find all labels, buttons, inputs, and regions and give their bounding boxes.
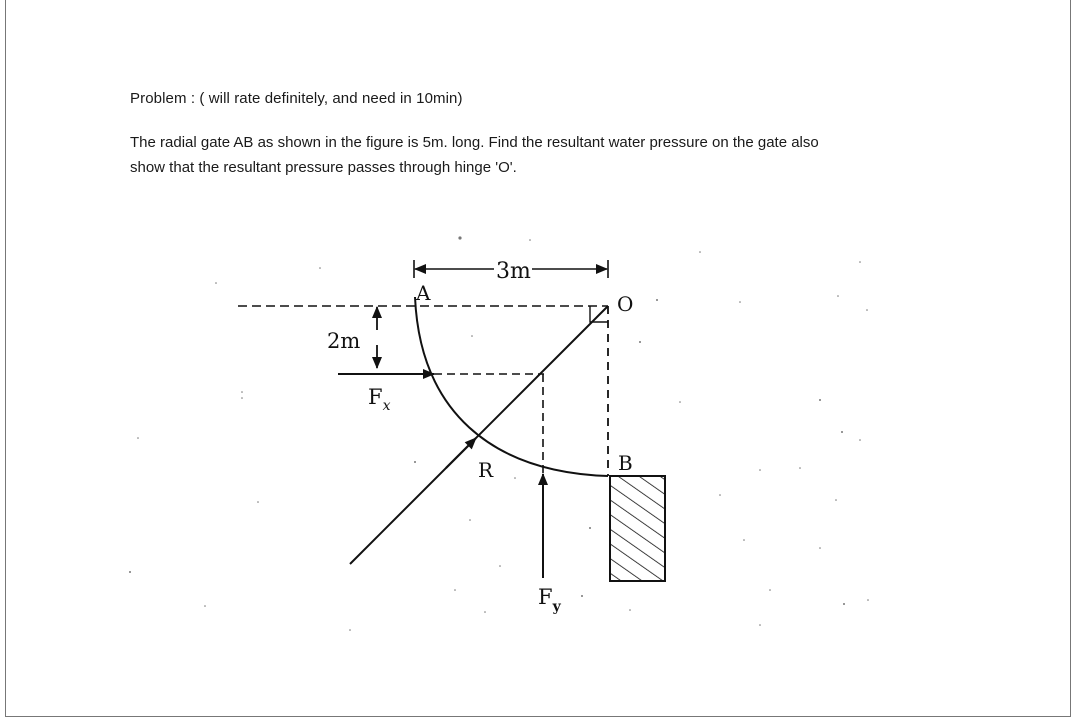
- fx-label-subscript: x: [382, 398, 391, 414]
- problem-statement-line-1: The radial gate AB as shown in the figure is 5m. long. Find the resultant water pressure on the gate also: [130, 134, 819, 151]
- fx-label-main: F: [368, 385, 383, 409]
- dimension-3m-label: 3m: [496, 259, 531, 284]
- fx-label: [368, 385, 391, 414]
- scan-noise: [129, 236, 869, 630]
- gate-support-wall: [610, 476, 665, 581]
- fy-label-main: F: [538, 585, 553, 609]
- fy-label: [538, 585, 562, 615]
- resultant-arrow: [446, 438, 476, 468]
- hinge-o-label: O: [617, 292, 634, 316]
- fy-label-subscript: y: [552, 599, 561, 615]
- resultant-label: R: [478, 458, 494, 482]
- point-b-label: B: [618, 451, 633, 475]
- radial-gate-arc: [415, 297, 608, 476]
- dimension-2m-label: 2m: [327, 329, 361, 353]
- resultant-line: [350, 306, 608, 564]
- problem-statement-line-2: show that the resultant pressure passes through hinge 'O'.: [130, 159, 517, 176]
- problem-title: Problem : ( will rate definitely, and need in 10min): [130, 90, 463, 107]
- point-a-label: A: [416, 281, 431, 305]
